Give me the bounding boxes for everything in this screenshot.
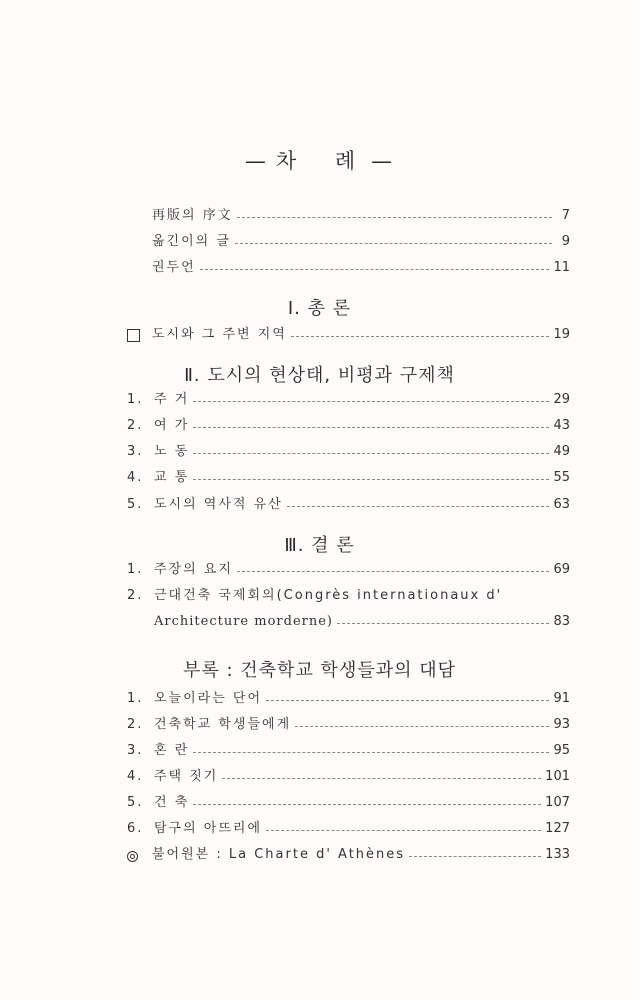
entry-number: 3. — [127, 743, 144, 758]
section-heading-1: Ⅰ. 총 론 — [287, 298, 352, 319]
entry-label: 권두언 — [152, 260, 196, 275]
entry-page-number: 63 — [553, 497, 570, 512]
section-heading-2: Ⅱ. 도시의 현상태, 비평과 구제책 — [184, 365, 455, 386]
entry-label: 도시와 그 주변 지역 — [152, 327, 287, 342]
toc-entry-leisure[interactable] — [127, 413, 570, 433]
section-heading-appendix: 부록 : 건축학교 학생들과의 대담 — [183, 660, 456, 681]
toc-entry-housing[interactable] — [127, 387, 570, 407]
dot-leader — [200, 269, 550, 270]
dot-leader — [295, 726, 549, 727]
entry-label: 여 가 — [154, 418, 190, 433]
entry-label: 옮긴이의 글 — [152, 234, 231, 249]
toc-entry-ciam-continued[interactable] — [154, 609, 570, 629]
dot-leader — [193, 427, 549, 428]
toc-entry-work[interactable] — [127, 439, 570, 459]
entry-label: 오늘이라는 단어 — [154, 691, 263, 706]
toc-entry-city-region[interactable] — [127, 322, 570, 342]
entry-page-number: 93 — [553, 717, 570, 732]
double-circle-icon — [127, 851, 152, 862]
toc-entry-architecture[interactable] — [127, 790, 570, 810]
title-word: 차 례 — [275, 149, 372, 173]
dot-leader — [193, 752, 549, 753]
entry-number: 5. — [127, 497, 144, 512]
entry-page-number: 91 — [553, 691, 570, 706]
entry-label-continuation: Architecture morderne) — [154, 614, 333, 629]
entry-page-number: 95 — [553, 743, 570, 758]
toc-entry-summary[interactable] — [127, 557, 570, 577]
dot-leader — [266, 700, 549, 701]
entry-page-number: 49 — [553, 444, 570, 459]
toc-entry-traffic[interactable] — [127, 465, 570, 485]
entry-label: 주 거 — [154, 392, 190, 407]
dot-leader — [222, 778, 541, 779]
entry-label: 근대건축 국제회의(Congrès internationaux d' — [154, 588, 503, 603]
entry-page-number: 19 — [553, 327, 570, 342]
dot-leader — [409, 856, 541, 857]
entry-label: 再版의 序文 — [152, 208, 233, 223]
dot-leader — [235, 243, 552, 244]
toc-title — [0, 145, 639, 175]
entry-page-number: 133 — [545, 847, 570, 862]
toc-entry-translator-note[interactable] — [152, 229, 570, 249]
entry-label: 주택 짓기 — [154, 769, 219, 784]
entry-page-number: 43 — [553, 418, 570, 433]
entry-number: 2. — [127, 588, 144, 603]
toc-entry-heritage[interactable] — [127, 492, 570, 512]
entry-label: 주장의 요지 — [154, 562, 233, 577]
title-dash-right: — — [371, 149, 395, 173]
square-box-icon — [127, 329, 152, 342]
entry-page-number: 7 — [561, 208, 570, 223]
entry-page-number: 107 — [545, 795, 570, 810]
entry-page-number: 9 — [561, 234, 570, 249]
entry-page-number: 69 — [553, 562, 570, 577]
entry-number: 1. — [127, 691, 144, 706]
entry-label: 건축학교 학생들에게 — [154, 717, 292, 732]
dot-leader — [193, 401, 549, 402]
entry-label: 탐구의 아뜨리에 — [154, 821, 263, 836]
toc-entry-preface[interactable] — [152, 203, 570, 223]
title-dash-left: — — [244, 149, 268, 173]
toc-entry-today[interactable] — [127, 686, 570, 706]
entry-number: 5. — [127, 795, 144, 810]
entry-label: 교 통 — [154, 470, 190, 485]
dot-leader — [287, 506, 550, 507]
toc-entry-confusion[interactable] — [127, 738, 570, 758]
dot-leader — [193, 804, 541, 805]
entry-number: 3. — [127, 444, 144, 459]
toc-entry-foreword[interactable] — [152, 255, 570, 275]
entry-label: 건 축 — [154, 795, 190, 810]
entry-number: 1. — [127, 562, 144, 577]
entry-number: 2. — [127, 717, 144, 732]
dot-leader — [237, 217, 552, 218]
entry-label: 도시의 역사적 유산 — [154, 497, 283, 512]
toc-entry-building-houses[interactable] — [127, 764, 570, 784]
entry-page-number: 127 — [545, 821, 570, 836]
entry-number: 6. — [127, 821, 144, 836]
entry-page-number: 11 — [553, 260, 570, 275]
entry-label: 불어원본 : La Charte d' Athènes — [152, 847, 406, 862]
entry-page-number: 55 — [553, 470, 570, 485]
dot-leader — [193, 479, 549, 480]
entry-number: 1. — [127, 392, 144, 407]
toc-entry-ciam[interactable] — [127, 583, 570, 603]
entry-number: 4. — [127, 470, 144, 485]
toc-entry-atelier[interactable] — [127, 816, 570, 836]
dot-leader — [266, 830, 541, 831]
entry-label: 노 동 — [154, 444, 190, 459]
toc-entry-charte-athenes[interactable] — [127, 842, 570, 862]
dot-leader — [337, 623, 549, 624]
toc-entry-to-students[interactable] — [127, 712, 570, 732]
entry-number: 4. — [127, 769, 144, 784]
dot-leader — [193, 453, 549, 454]
entry-number: 2. — [127, 418, 144, 433]
entry-page-number: 83 — [553, 614, 570, 629]
section-heading-3: Ⅲ. 결 론 — [284, 535, 355, 556]
entry-page-number: 101 — [545, 769, 570, 784]
entry-label: 혼 란 — [154, 743, 190, 758]
entry-page-number: 29 — [553, 392, 570, 407]
dot-leader — [291, 336, 550, 337]
dot-leader — [237, 571, 550, 572]
